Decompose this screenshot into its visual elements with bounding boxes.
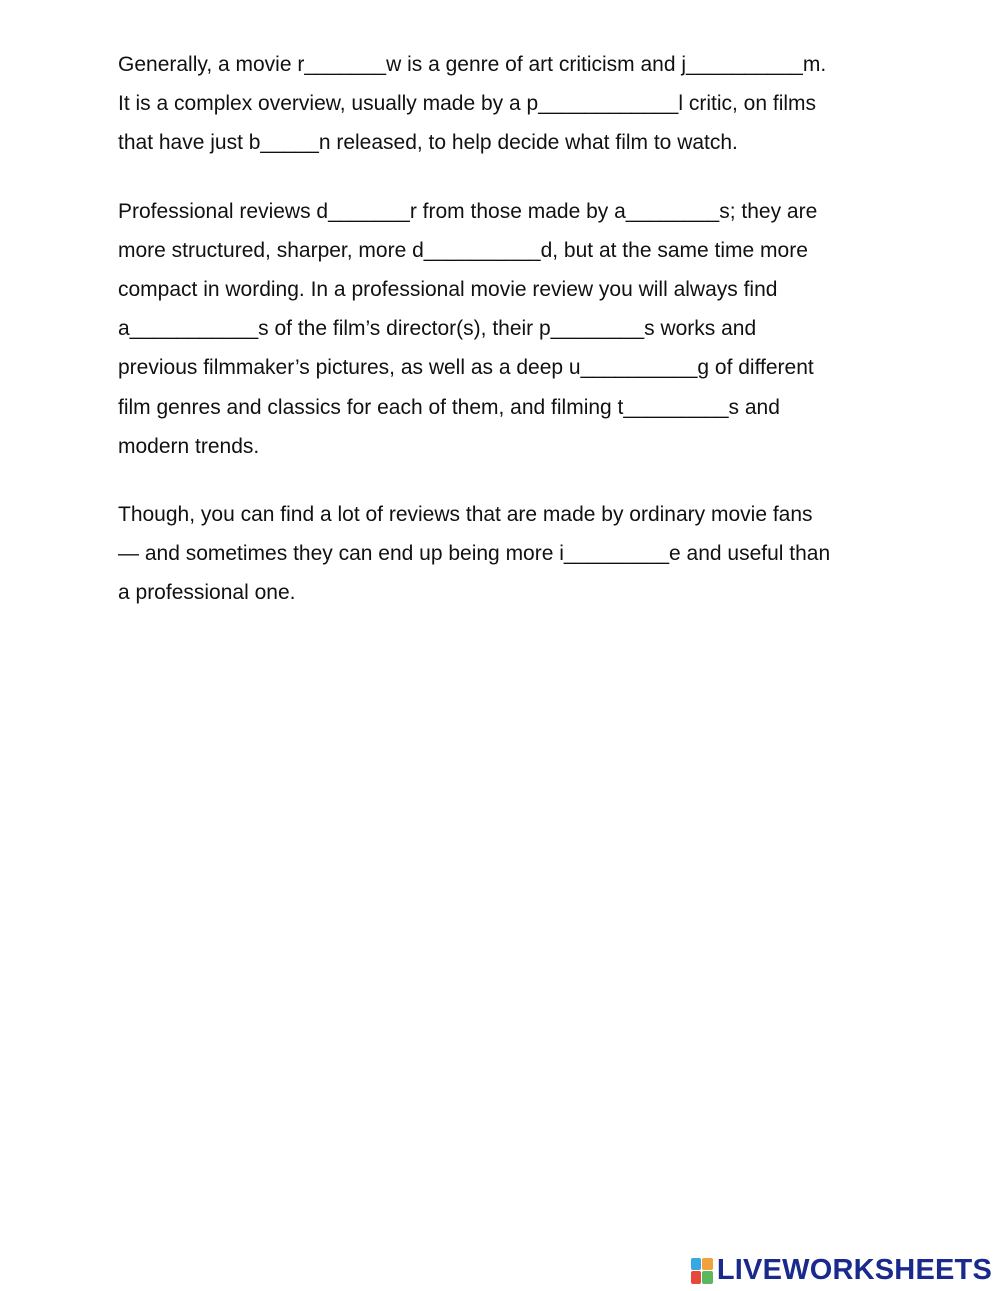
logo-square-3 bbox=[691, 1271, 702, 1284]
logo-square-2 bbox=[702, 1258, 713, 1271]
text-line: film genres and classics for each of them, and filming t_________s and bbox=[118, 395, 780, 419]
logo-text: LIVEWORKSHEETS bbox=[716, 1254, 992, 1286]
text-line: compact in wording. In a professional movie review you will always find bbox=[118, 278, 778, 302]
text-line: Though, you can find a lot of reviews that are made by ordinary movie fans bbox=[118, 503, 813, 527]
text-line: that have just b_____n released, to help decide what film to watch. bbox=[118, 131, 738, 155]
text-line: — and sometimes they can end up being more i_________e and useful than bbox=[118, 542, 831, 566]
text-line: a professional one. bbox=[118, 581, 296, 605]
text-line: Generally, a movie r_______w is a genre of art criticism and j__________m. bbox=[118, 53, 827, 76]
text-line: a___________s of the film’s director(s), their p________s works and bbox=[118, 317, 757, 341]
liveworksheets-logo bbox=[691, 1256, 992, 1285]
text-line: previous filmmaker’s pictures, as well as a deep u__________g of different bbox=[118, 356, 814, 380]
logo-square-1 bbox=[691, 1258, 702, 1271]
logo-square-4 bbox=[702, 1271, 713, 1284]
paragraph-1 bbox=[118, 45, 908, 163]
paragraph-2 bbox=[118, 192, 908, 466]
paragraph-3 bbox=[118, 495, 908, 613]
text-line: modern trends. bbox=[118, 434, 260, 458]
worksheet-text bbox=[118, 45, 908, 613]
text-line: more structured, sharper, more d__________d, but at the same time more bbox=[118, 238, 808, 262]
text-line: Professional reviews d_______r from those made by a________s; they are bbox=[118, 199, 818, 223]
text-line: It is a complex overview, usually made by a p____________l critic, on films bbox=[118, 92, 817, 116]
logo-mark-icon bbox=[691, 1258, 713, 1284]
